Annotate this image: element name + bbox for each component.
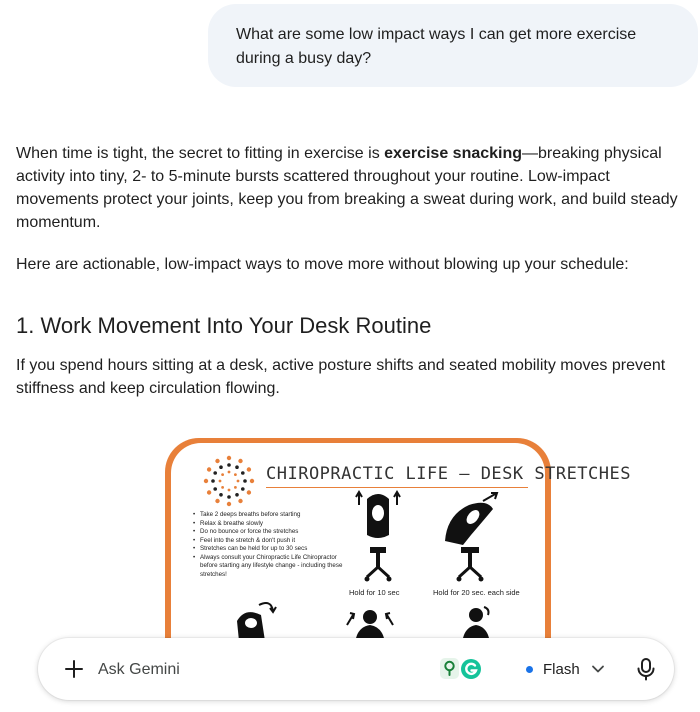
overhead-stretch-figure-icon <box>353 491 403 591</box>
caption-hold-10: Hold for 10 sec <box>349 588 400 597</box>
caption-hold-20: Hold for 20 sec. each side <box>433 588 520 597</box>
desk-stretches-image[interactable] <box>165 438 631 648</box>
tip-item: • Take 2 deeps breaths before starting <box>193 511 353 520</box>
plus-icon[interactable] <box>63 658 85 680</box>
prompt-input-bar <box>38 638 674 700</box>
user-message-line-1: What are some low impact ways I can get more exercise <box>236 26 637 43</box>
neck-stretch-figure-icon <box>229 601 279 641</box>
intro-text-start: When time is tight, the secret to fitting in exercise is <box>16 145 385 162</box>
side-bend-figure-icon <box>439 491 509 591</box>
stretch-tips-list <box>193 511 353 579</box>
user-message-bubble <box>208 4 698 87</box>
ask-gemini-input[interactable] <box>96 656 400 684</box>
response-paragraph-lead: Here are actionable, low-impact ways to move more without blowing up your schedule: <box>16 256 629 273</box>
tip-item: • Stretches can be held for up to 30 secs <box>193 545 353 554</box>
chiropractic-logo-icon <box>201 453 257 509</box>
user-message-line-2: during a busy day? <box>236 50 372 67</box>
extension-icons[interactable] <box>439 655 483 683</box>
infographic-title: CHIROPRACTIC LIFE – DESK STRETCHES <box>266 464 528 488</box>
shoulder-stretch-figure-icon <box>343 603 397 643</box>
model-label: Flash <box>543 660 580 678</box>
head-tilt-figure-icon <box>456 603 496 643</box>
model-selector-button[interactable] <box>526 654 604 684</box>
tip-item: • Relax & breathe slowly <box>193 520 353 529</box>
response-paragraph-intro <box>16 142 684 234</box>
tip-item: • Feel into the stretch & don't push it <box>193 537 353 546</box>
model-status-dot <box>526 666 533 673</box>
response-heading: 1. Work Movement Into Your Desk Routine <box>16 313 432 338</box>
tip-item: • Do no bounce or force the stretches <box>193 528 353 537</box>
chevron-down-icon <box>592 665 604 673</box>
intro-bold-term: exercise snacking <box>384 145 523 162</box>
response-paragraph-desk: If you spend hours sitting at a desk, active posture shifts and seated mobility moves prevent stiffness and keep circulation flowing. <box>16 357 666 397</box>
intro-text-end: —breaking physical activity into tiny, 2- to 5-minute bursts scattered throughout your routine. Low-impact movements protect your joints, keep you from breaking a sweat during work, and build steady momentum. <box>16 145 678 231</box>
tip-item: • Always consult your Chiropractic Life Chiropractor before starting any lifestyle change - including these stretches! <box>193 554 353 580</box>
mic-icon[interactable] <box>635 657 657 681</box>
